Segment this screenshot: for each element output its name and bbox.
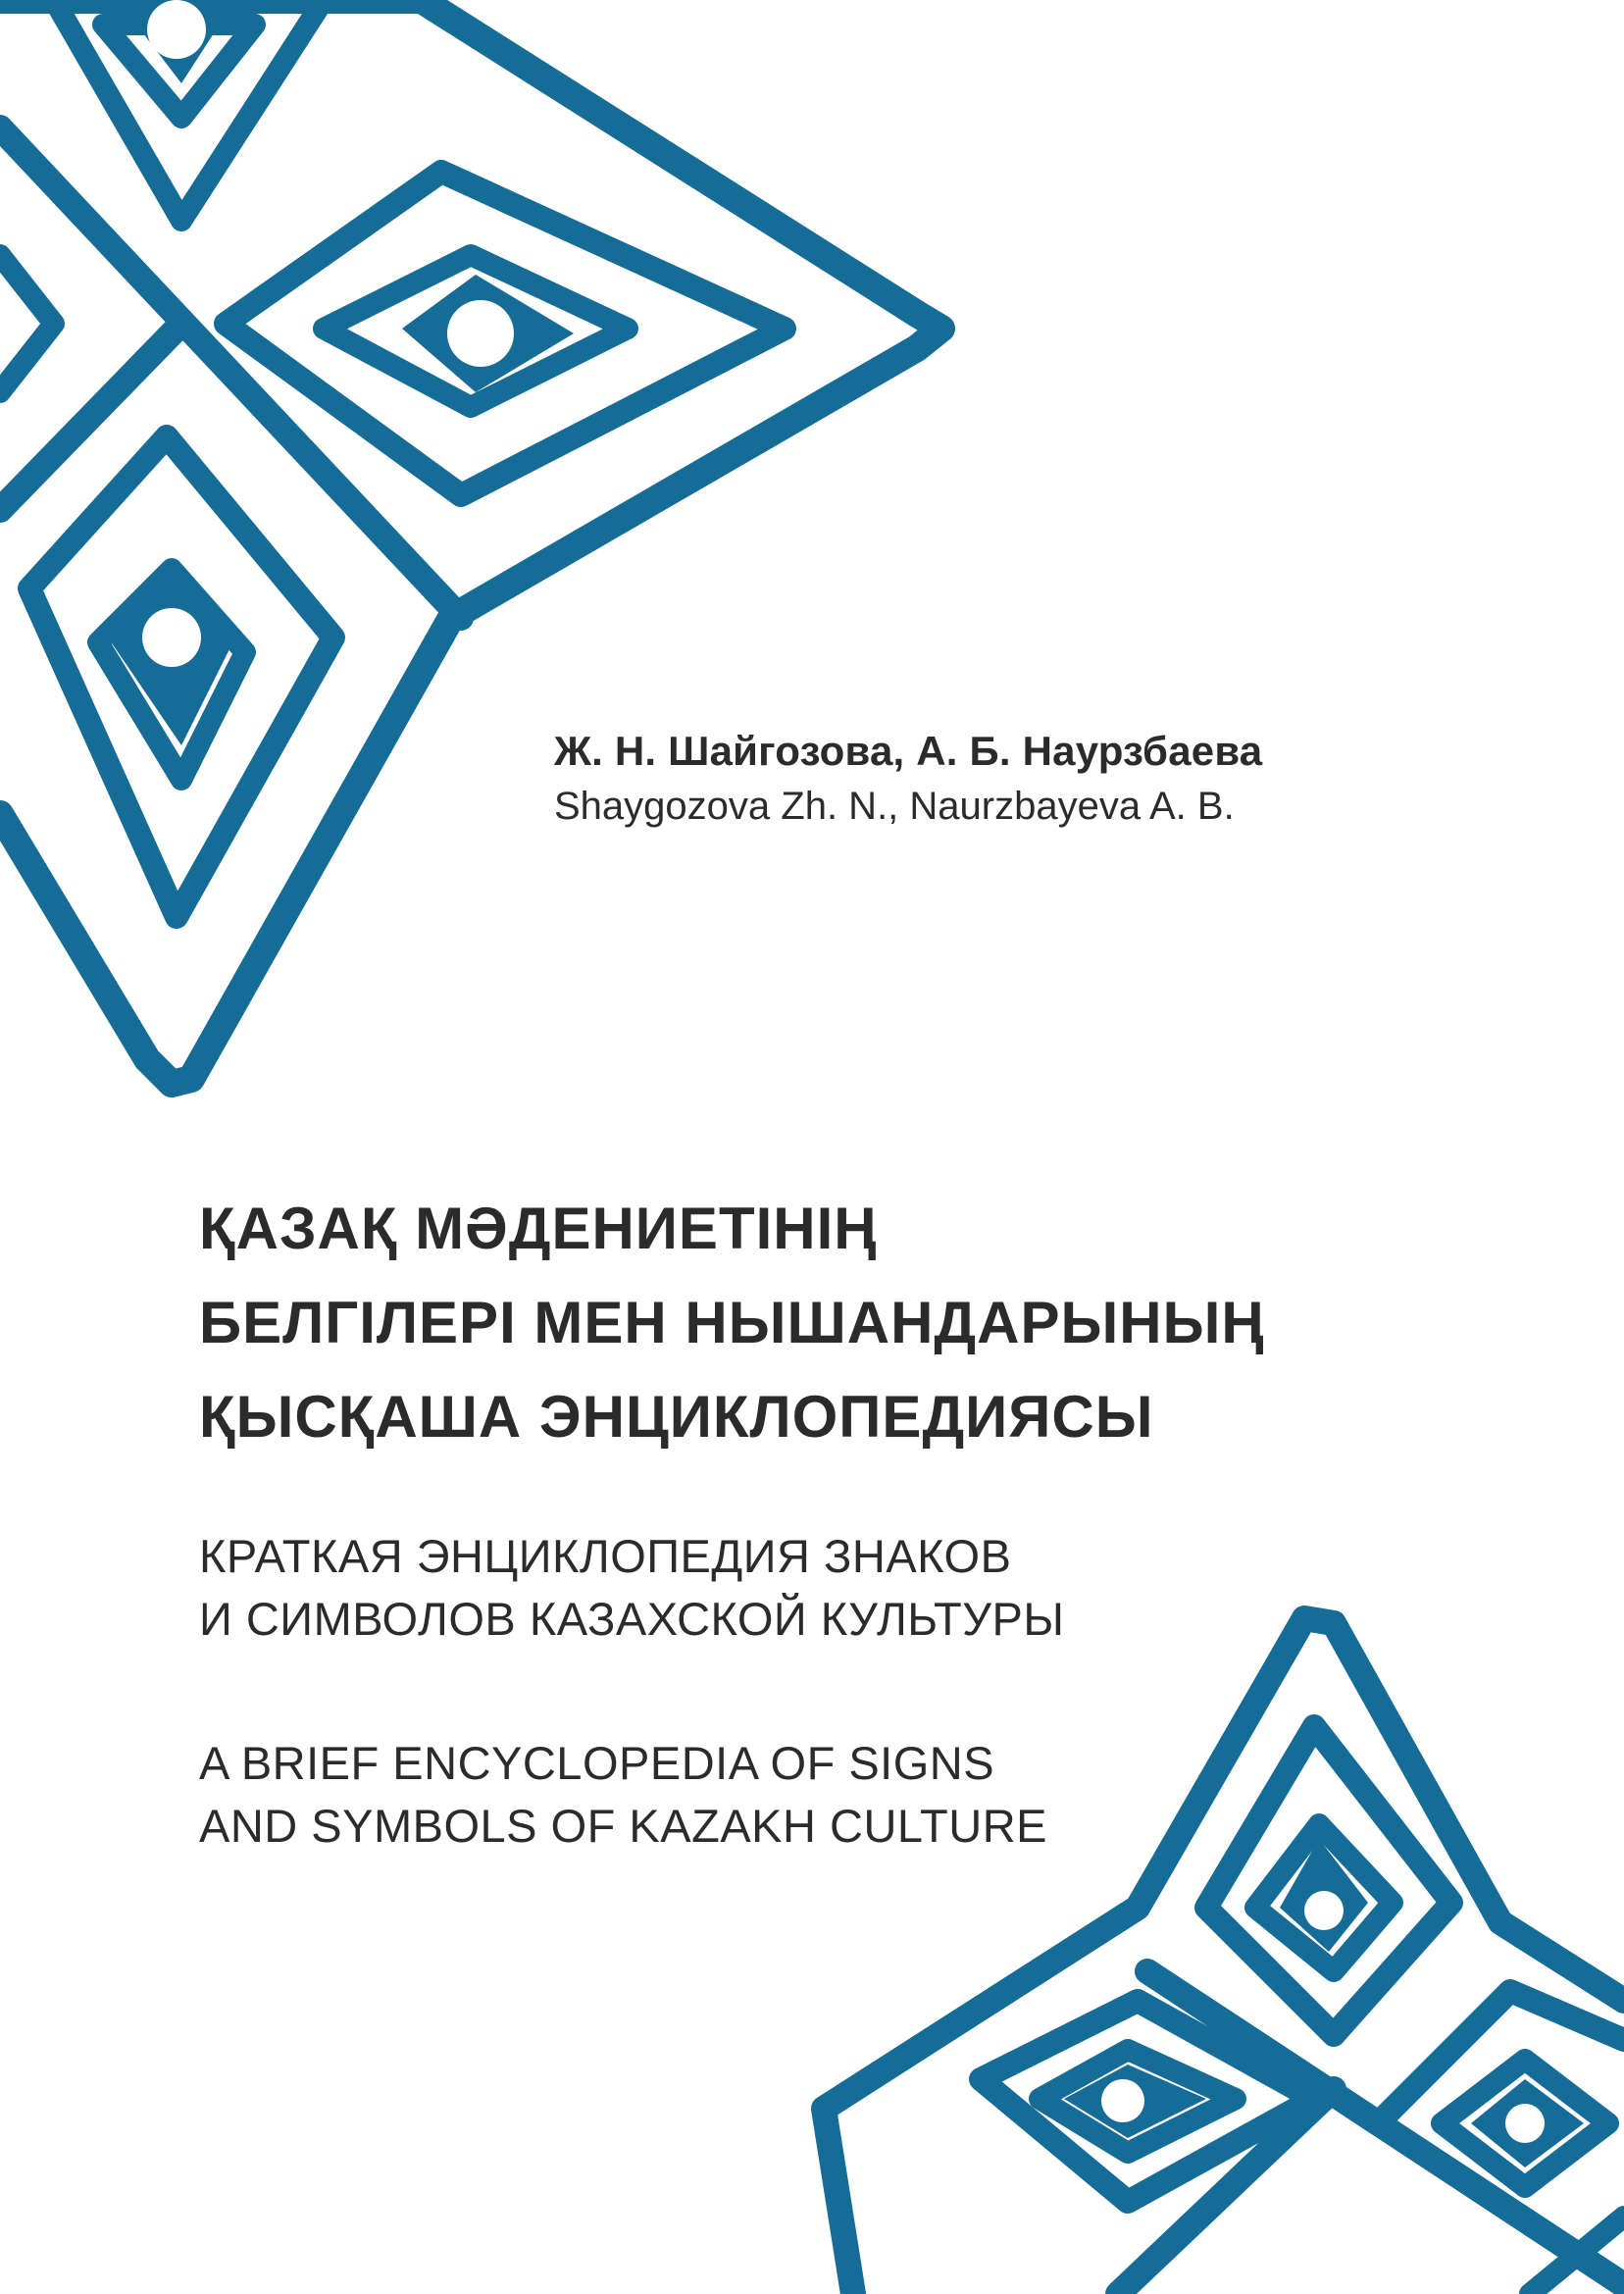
title-russian-line: И СИМВОЛОВ КАЗАХСКОЙ КУЛЬТУРЫ xyxy=(199,1593,1065,1645)
title-kazakh xyxy=(199,1182,1474,1464)
title-russian xyxy=(199,1525,1278,1651)
title-kazakh-line: БЕЛГІЛЕРІ МЕН НЫШАНДАРЫНЫҢ xyxy=(199,1290,1265,1355)
authors-block xyxy=(554,724,1535,834)
title-kazakh-line: ҚАЗАҚ МӘДЕНИЕТІНІҢ xyxy=(199,1196,878,1261)
title-kazakh-line: ҚЫСҚАША ЭНЦИКЛОПЕДИЯСЫ xyxy=(199,1384,1154,1450)
authors-latin: Shaygozova Zh. N., Naurzbayeva A. B. xyxy=(554,785,1235,828)
title-english-line: A BRIEF ENCYCLOPEDIA OF SIGNS xyxy=(199,1737,995,1789)
authors-native: Ж. Н. Шайгозова, А. Б. Наурзбаева xyxy=(554,728,1263,774)
title-russian-line: КРАТКАЯ ЭНЦИКЛОПЕДИЯ ЗНАКОВ xyxy=(199,1530,1012,1582)
title-english xyxy=(199,1732,1278,1858)
title-english-line: AND SYMBOLS OF KAZAKH CULTURE xyxy=(199,1800,1047,1852)
